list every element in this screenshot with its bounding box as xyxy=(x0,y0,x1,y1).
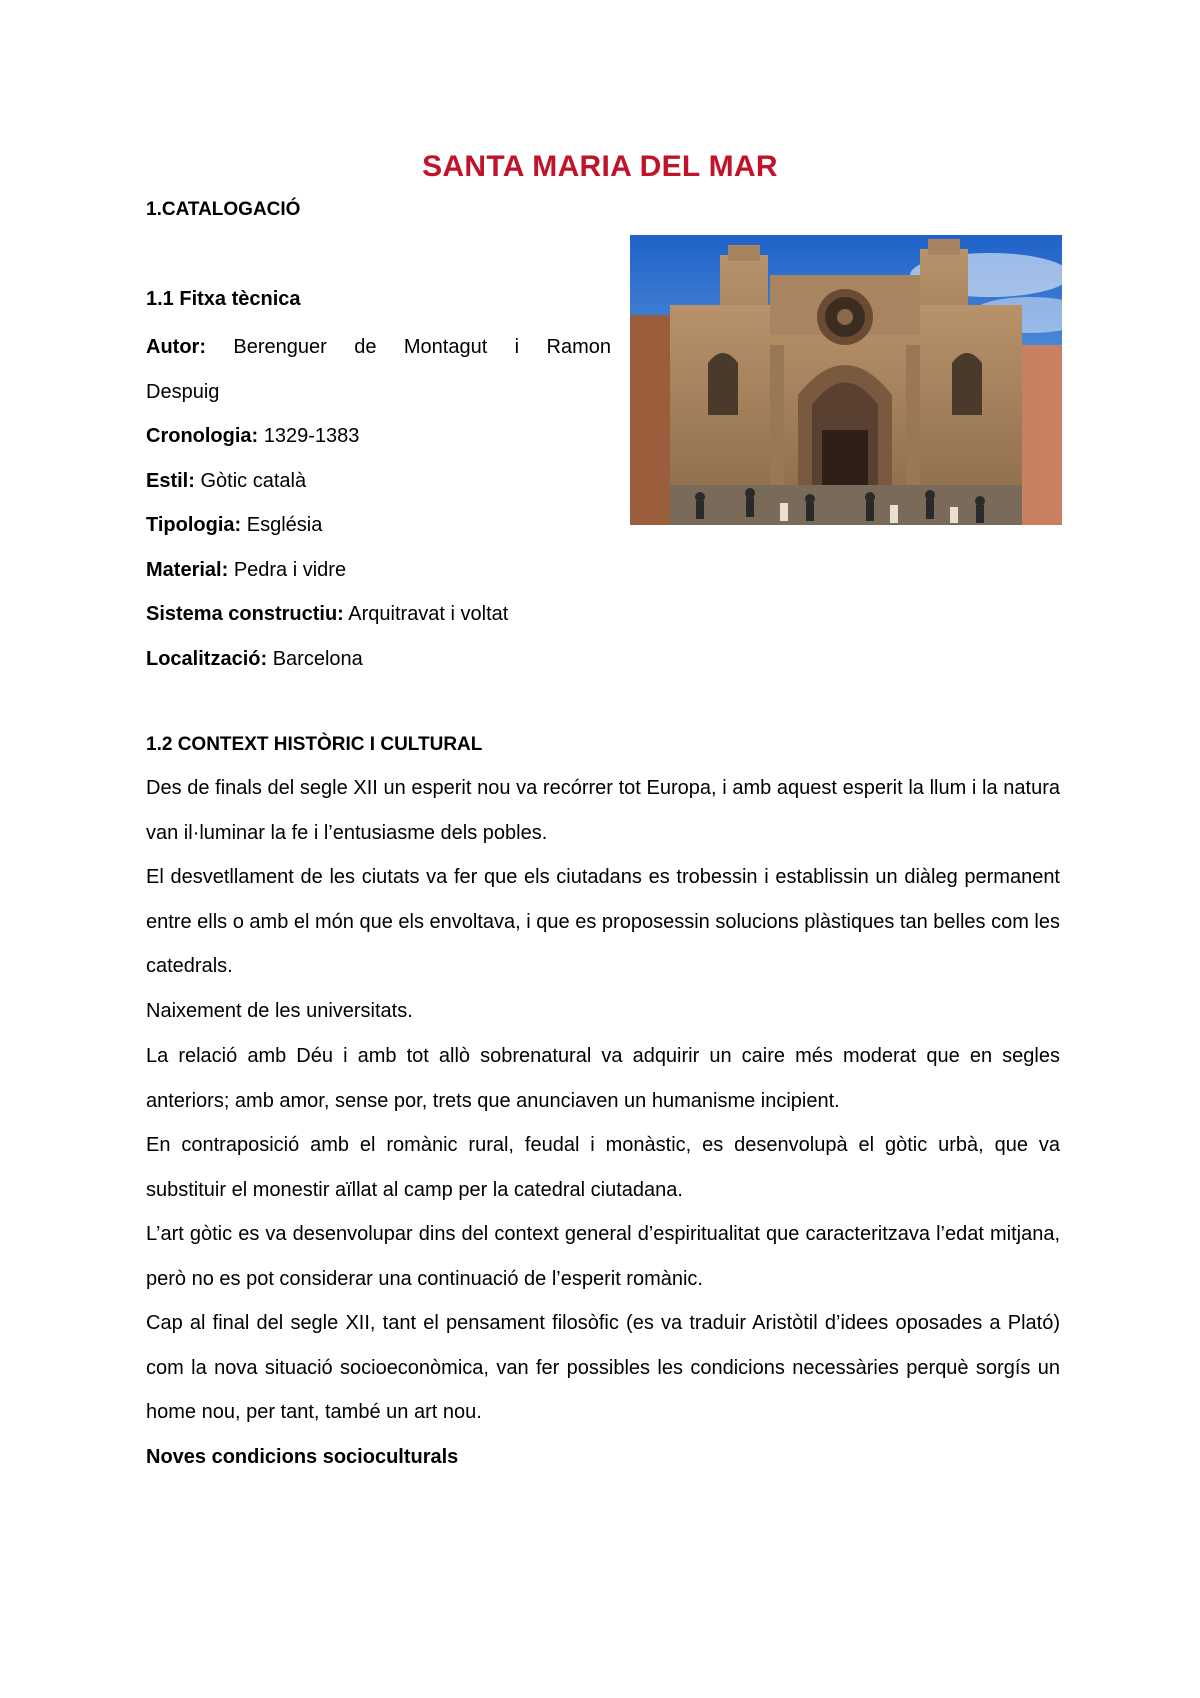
field-value: Església xyxy=(246,514,323,536)
field-estil xyxy=(146,459,611,504)
field-label: Material: xyxy=(146,559,229,581)
field-value: Despuig xyxy=(146,381,220,403)
field-label: Estil: xyxy=(146,470,195,492)
field-tipologia xyxy=(146,503,611,548)
church-photo xyxy=(630,235,1062,525)
field-value: Arquitravat i voltat xyxy=(348,603,509,625)
field-value: 1329-1383 xyxy=(263,425,360,447)
subheading-fitxa-tecnica: 1.1 Fitxa tècnica xyxy=(146,288,301,310)
paragraph: El desvetllament de les ciutats va fer que els ciutadans es trobessin i establissin un diàleg permanent entre ells o amb el món que els envoltava, i que es proposessin solucions plàstiques tan belles com les catedrals. xyxy=(146,866,1060,977)
field-label: Cronologia: xyxy=(146,425,259,447)
field-label: Localització: xyxy=(146,648,268,670)
field-value: Barcelona xyxy=(272,648,363,670)
field-label: Tipologia: xyxy=(146,514,242,536)
field-value: Gòtic català xyxy=(200,470,307,492)
section-heading-context: 1.2 CONTEXT HISTÒRIC I CULTURAL xyxy=(146,734,483,755)
section-heading-catalogacio: 1.CATALOGACIÓ xyxy=(146,199,301,220)
field-cronologia xyxy=(146,414,611,459)
field-material xyxy=(146,548,611,593)
field-autor-continued xyxy=(146,370,611,415)
field-localitzacio xyxy=(146,637,611,682)
field-autor xyxy=(146,325,611,370)
paragraph: Naixement de les universitats. xyxy=(146,1000,413,1022)
closing-heading: Noves condicions socioculturals xyxy=(146,1446,459,1468)
field-label: Autor: xyxy=(146,336,206,358)
paragraph: L’art gòtic es va desenvolupar dins del context general d’espiritualitat que caracteritzava l’edat mitjana, però no es pot considerar una continuació de l’esperit romànic. xyxy=(146,1223,1060,1290)
paragraph: Cap al final del segle XII, tant el pensament filosòfic (es va traduir Aristòtil d’idees oposades a Plató) com la nova situació socioeconòmica, van fer possibles les condicions necessàries perquè sorgís un home nou, per tant, també un art nou. xyxy=(146,1312,1060,1423)
field-label: Sistema constructiu: xyxy=(146,603,344,625)
document-title: SANTA MARIA DEL MAR xyxy=(422,150,778,183)
field-sistema-constructiu xyxy=(146,592,611,637)
church-facade-image xyxy=(630,235,1062,525)
paragraph: En contraposició amb el romànic rural, feudal i monàstic, es desenvolupà el gòtic urbà, que va substituir el monestir aïllat al camp per la catedral ciutadana. xyxy=(146,1134,1060,1201)
paragraph: La relació amb Déu i amb tot allò sobrenatural va adquirir un caire més moderat que en segles anteriors; amb amor, sense por, trets que anunciaven un humanisme incipient. xyxy=(146,1045,1060,1112)
field-value: Berenguer de Montagut i Ramon xyxy=(233,336,611,358)
paragraph: Des de finals del segle XII un esperit nou va recórrer tot Europa, i amb aquest esperit la llum i la natura van il·luminar la fe i l’entusiasme dels pobles. xyxy=(146,777,1060,844)
field-value: Pedra i vidre xyxy=(233,559,347,581)
